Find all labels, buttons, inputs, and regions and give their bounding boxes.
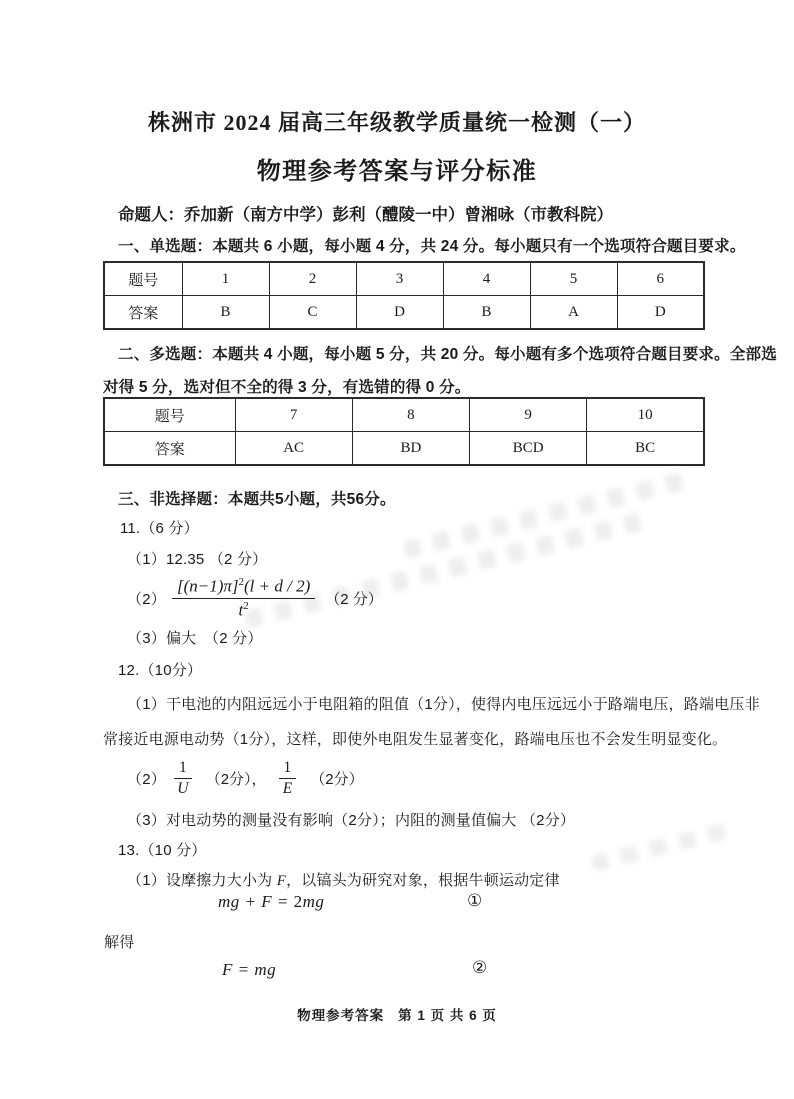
q12-part2-fraction-1 [174, 759, 192, 798]
q13-equation-2: F = mg [222, 960, 277, 979]
table-header-cell: 题号 [104, 262, 182, 296]
variable-F: F [276, 873, 287, 889]
q12-part1-line2: 常接近电源电动势（1分），这样，即使外电阻发生显著变化，路端电压也不会发生明显变化。 [103, 731, 728, 748]
page-title: 株洲市 2024 届高三年级教学质量统一检测（一） [147, 110, 646, 135]
fraction-denominator: E [282, 779, 293, 797]
fraction-denominator: $t^2$ [238, 599, 249, 620]
q11-part3: （3）偏大 （2 分） [127, 630, 263, 647]
q11-part2-score: （2 分） [325, 590, 383, 608]
equation-marker-2: ② [472, 958, 488, 977]
question-number-cell: 8 [352, 398, 469, 432]
question-number-cell: 6 [617, 262, 704, 296]
table-header-cell: 答案 [104, 296, 182, 330]
multi-choice-heading-line1: 二、多选题：本题共 4 小题，每小题 5 分，共 20 分。每小题有多个选项符合题目要求。全部选 [118, 346, 777, 363]
answer-cell: C [269, 296, 356, 330]
table-row [104, 262, 704, 296]
q13-part1: （1）设摩擦力大小为 F，以镐头为研究对象，根据牛顿运动定律 [127, 872, 560, 889]
answer-cell: D [356, 296, 443, 330]
q13-equation-1: mg + F = 2mg [218, 892, 325, 911]
footer-page-number: 第 1 页 共 6 页 [398, 1008, 497, 1023]
page-footer [0, 1004, 794, 1024]
q12-part2-fraction-2 [279, 759, 297, 798]
free-response-heading: 三、非选择题：本题共5小题，共56分。 [118, 491, 396, 508]
watermark-artifact [590, 820, 739, 872]
q11-part1: （1）12.35 （2 分） [127, 551, 268, 568]
q12-label: 12.（10分） [118, 662, 203, 679]
single-choice-table [103, 261, 705, 330]
q11-part2-label: （2） [127, 590, 166, 608]
table-header-cell: 题号 [104, 398, 235, 432]
answer-cell: D [617, 296, 704, 330]
question-number-cell: 1 [182, 262, 269, 296]
q11-part2-fraction [172, 576, 315, 619]
single-choice-heading: 一、单选题：本题共 6 小题，每小题 4 分，共 24 分。每小题只有一个选项符合题目要求。 [118, 238, 746, 255]
question-number-cell: 3 [356, 262, 443, 296]
table-header-cell: 答案 [104, 432, 235, 466]
q12-part3: （3）对电动势的测量没有影响（2分）；内阻的测量值偏大 （2分） [127, 812, 576, 829]
table-row [104, 432, 704, 466]
question-number-cell: 10 [587, 398, 704, 432]
question-number-cell: 5 [530, 262, 617, 296]
fraction-numerator: 1 [174, 759, 192, 779]
fraction-numerator: $[(n-1)\pi]^2(l + d / 2)$ [172, 576, 315, 598]
q12-part2-score-2: （2分） [310, 770, 364, 788]
q12-part1-line1: （1）干电池的内阻远远小于电阻箱的阻值（1分），使得内电压远远小于路端电压，路端电压非 [127, 696, 760, 713]
table-row [104, 296, 704, 330]
fraction-denominator: U [177, 779, 189, 797]
q12-part2-score-1: （2分）， [205, 770, 267, 788]
equation-marker-1: ① [467, 891, 483, 910]
authors-line: 命题人：乔加新（南方中学）彭利（醴陵一中）曾湘咏（市教科院） [118, 206, 613, 224]
q11-label: 11.（6 分） [120, 520, 199, 537]
answer-cell: BCD [470, 432, 587, 466]
q13-label: 13.（10 分） [118, 842, 207, 859]
question-number-cell: 9 [470, 398, 587, 432]
page-subtitle: 物理参考答案与评分标准 [256, 159, 538, 185]
question-number-cell: 7 [235, 398, 352, 432]
answer-cell: B [443, 296, 530, 330]
footer-doc-name: 物理参考答案 [297, 1008, 385, 1023]
question-number-cell: 4 [443, 262, 530, 296]
multi-choice-table [103, 397, 705, 466]
answer-cell: A [530, 296, 617, 330]
answer-cell: AC [235, 432, 352, 466]
multi-choice-heading-line2: 对得 5 分，选对但不全的得 3 分，有选错的得 0 分。 [103, 379, 471, 396]
answer-cell: B [182, 296, 269, 330]
q11-part2 [127, 568, 383, 628]
q12-part2 [127, 752, 364, 804]
q13-solve-label: 解得 [104, 934, 135, 951]
table-row [104, 398, 704, 432]
question-number-cell: 2 [269, 262, 356, 296]
answer-cell: BC [587, 432, 704, 466]
q12-part2-label: （2） [127, 770, 166, 788]
answer-cell: BD [352, 432, 469, 466]
fraction-numerator: 1 [279, 759, 297, 779]
